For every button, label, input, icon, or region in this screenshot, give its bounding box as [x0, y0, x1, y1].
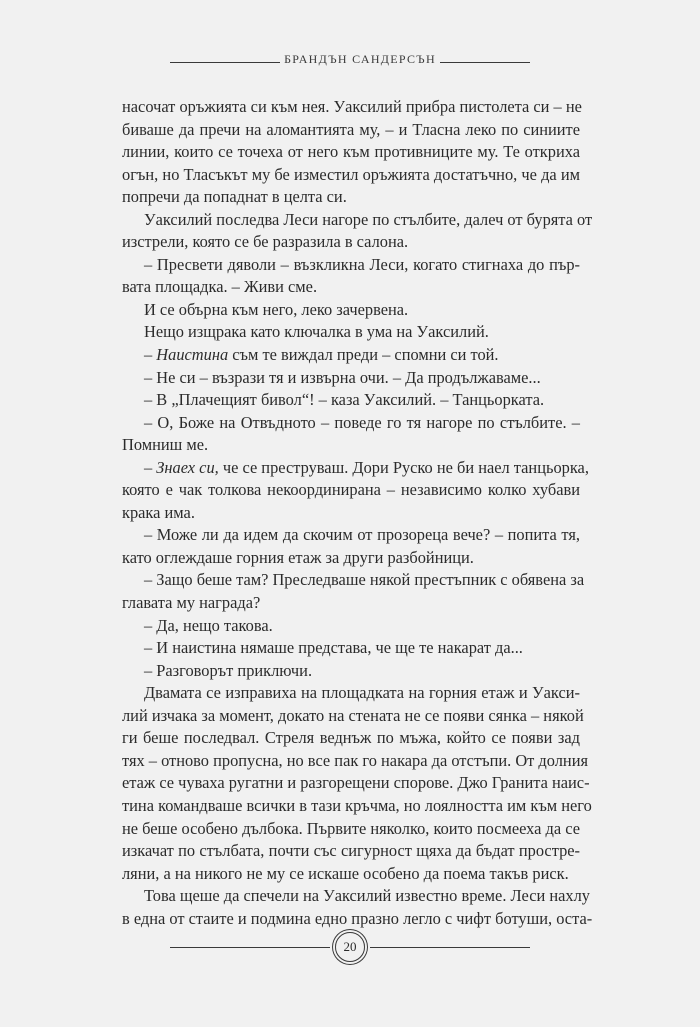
line-text: че се преструваш. Дори Руско не би наел танцьорка,	[218, 457, 589, 477]
text-line	[122, 615, 580, 638]
line-text: – Пресвети дяволи – възкликна Леси, когато стигнаха до пър-	[144, 254, 580, 274]
line-text: И се обърна към него, леко зачервена.	[144, 299, 409, 319]
header-rule-right	[440, 62, 530, 63]
line-text: етаж се чуваха ругатни и разгорещени спорове. Джо Гранита наис-	[122, 773, 590, 793]
line-text: – Да, нещо такова.	[144, 615, 273, 635]
text-line	[122, 840, 580, 863]
line-text: Това щеше да спечели на Уаксилий известно време. Леси нахлу	[144, 886, 590, 906]
text-line	[122, 727, 580, 750]
line-text: изстрели, която се бе разразила в салона.	[122, 232, 409, 252]
text-line	[122, 637, 580, 660]
line-text: – И наистина нямаше представа, че ще те накарат да...	[144, 638, 523, 658]
line-text: – Защо беше там? Преследваше някой престъпник с обявена за	[144, 570, 585, 590]
line-text: линии, които се точеха от него към противниците му. Те откриха	[122, 142, 580, 162]
italic-emphasis: Знаех си,	[156, 457, 219, 477]
line-text: Помниш ме.	[122, 435, 209, 455]
text-line	[122, 885, 590, 908]
text-line	[122, 705, 584, 728]
text-line	[122, 682, 580, 705]
line-text: насочат оръжията си към нея. Уаксилий прибра пистолета си – не	[122, 97, 582, 116]
line-text: – В „Плачещият бивол“! – каза Уаксилий. – Танцьорката.	[144, 390, 545, 410]
line-text: съм те виждал преди – спомни си той.	[228, 345, 499, 365]
text-line	[122, 863, 580, 886]
text-line	[122, 479, 580, 502]
line-text: – Разговорът приключи.	[144, 660, 313, 680]
line-text: ляни, а на никого не му се искаше особено да поема такъв риск.	[122, 863, 569, 883]
line-text: която е чак толкова некоординирана – независимо колко хубави	[122, 480, 580, 500]
line-text: изкачат по стълбата, почти със сигурност щяха да бъдат простре-	[122, 841, 580, 861]
line-text: като оглеждаше горния етаж за други разбойници.	[122, 547, 474, 567]
text-line	[122, 389, 580, 412]
text-line	[122, 367, 580, 390]
text-line	[122, 660, 580, 683]
header-rule-left	[170, 62, 280, 63]
text-line	[122, 592, 580, 615]
text-line	[122, 209, 593, 232]
page-number: 20	[335, 932, 365, 962]
text-line	[122, 141, 580, 164]
line-text: огън, но Тласъкът му бе изместил оръжията достатъчно, че да им	[122, 164, 580, 184]
text-line	[122, 412, 580, 435]
text-line	[122, 299, 580, 322]
text-line	[122, 772, 590, 795]
text-line	[122, 908, 593, 931]
line-text: не беше особено дълбока. Първите няколко, които посмееха да се	[122, 818, 580, 838]
line-text: тина командваше всички в тази кръчма, но лоялността им към него	[122, 795, 592, 815]
line-text: вата площадка. – Живи сме.	[122, 277, 318, 297]
text-line	[122, 344, 580, 367]
line-text: биваше да пречи на аломантията му, – и Тласна леко по синиите	[122, 119, 580, 139]
text-line	[122, 276, 580, 299]
text-line	[122, 96, 580, 119]
text-line	[122, 569, 585, 592]
line-text: Нещо изщрака като ключалка в ума на Уаксилий.	[144, 322, 489, 342]
text-line	[122, 321, 580, 344]
line-text: попречи да попаднат в целта си.	[122, 187, 347, 207]
dash-prefix: –	[144, 345, 157, 365]
text-line	[122, 231, 580, 254]
text-line	[122, 795, 592, 818]
line-text: в една от стаите и подмина едно празно легло с чифт ботуши, оста-	[122, 908, 593, 928]
text-line	[122, 434, 580, 457]
line-text: ги беше последвал. Стреля веднъж по мъжа, който се появи зад	[122, 728, 580, 748]
text-line	[122, 164, 580, 187]
dash-prefix: –	[144, 457, 157, 477]
line-text: главата му награда?	[122, 593, 261, 613]
line-text: крака има.	[122, 502, 195, 522]
line-text: Уаксилий последва Леси нагоре по стълбите, далеч от бурята от	[144, 209, 593, 229]
text-line	[122, 502, 580, 525]
text-line	[122, 818, 580, 841]
text-line	[122, 750, 589, 773]
line-text: – О, Боже на Отвъдното – поведе го тя нагоре по стълбите. –	[144, 412, 580, 432]
line-text: лий изчака за момент, докато на стената не се появи сянка – някой	[122, 705, 584, 725]
line-text: – Може ли да идем да скочим от прозореца вече? – попита тя,	[144, 525, 580, 545]
page-footer	[170, 932, 530, 962]
text-line	[122, 119, 580, 142]
running-header	[170, 50, 530, 74]
author-name: БРАНДЪН САНДЕРСЪН	[284, 52, 436, 66]
text-line	[122, 254, 580, 277]
text-line	[122, 186, 580, 209]
text-line	[122, 547, 580, 570]
body-text	[122, 96, 593, 930]
line-text: Двамата се изправиха на площадката на горния етаж и Уакси-	[144, 683, 580, 703]
footer-rule-left	[170, 947, 330, 948]
text-line	[122, 524, 580, 547]
footer-rule-right	[370, 947, 530, 948]
line-text: – Не си – възрази тя и извърна очи. – Да продължаваме...	[144, 367, 541, 387]
text-line	[122, 457, 589, 480]
line-text: тях – отново пропусна, но все пак го накара да отстъпи. От долния	[122, 750, 589, 770]
italic-emphasis: Наистина	[156, 345, 229, 365]
